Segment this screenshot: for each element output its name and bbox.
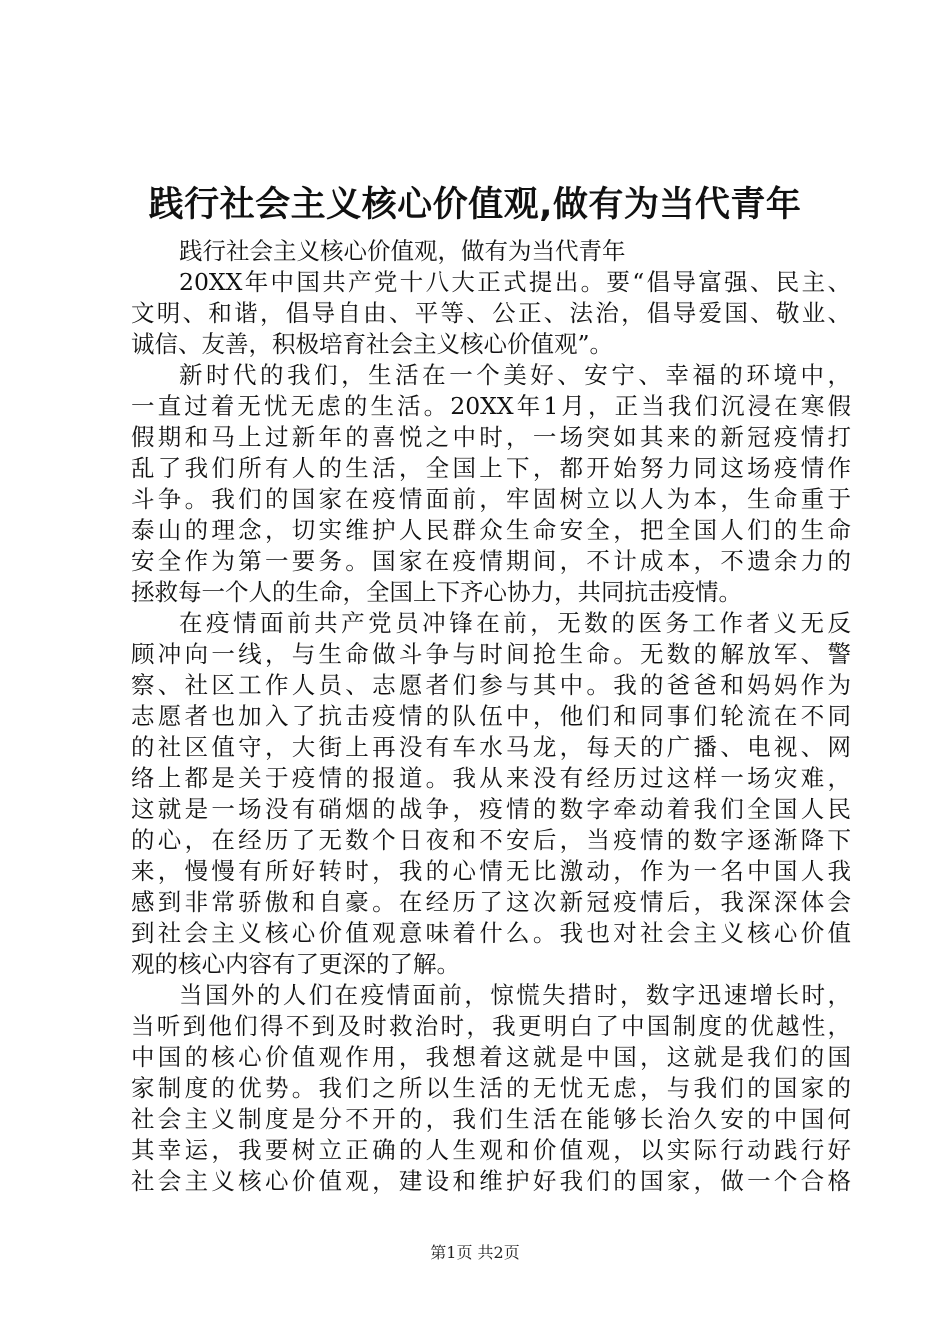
page-number-footer: 第1页 共2页 <box>430 1243 520 1262</box>
text-line: 志愿者也加入了抗击疫情的队伍中，他们和同事们轮流在不同 <box>131 702 851 730</box>
text-line: 其幸运，我要树立正确的人生观和价值观，以实际行动践行好 <box>131 1136 851 1164</box>
paragraph <box>131 236 851 267</box>
text-line: 文明、和谐，倡导自由、平等、公正、法治，倡导爱国、敬业、 <box>131 299 851 327</box>
text-line: 这就是一场没有硝烟的战争，疫情的数字牵动着我们全国人民 <box>131 795 851 823</box>
text-line: 观的核心内容有了更深的了解。 <box>131 950 460 978</box>
text-line: 践行社会主义核心价值观，做有为当代青年 <box>179 237 626 265</box>
paragraph <box>131 608 851 980</box>
text-line: 斗争。我们的国家在疫情面前，牢固树立以人为本，生命重于 <box>131 485 851 513</box>
text-line: 泰山的理念，切实维护人民群众生命安全，把全国人们的生命 <box>131 516 851 544</box>
text-line: 当听到他们得不到及时救治时，我更明白了中国制度的优越性， <box>131 1012 851 1040</box>
text-line: 假期和马上过新年的喜悦之中时，一场突如其来的新冠疫情打 <box>131 423 851 451</box>
text-line: 社会主义核心价值观，建设和维护好我们的国家，做一个合格 <box>131 1167 851 1195</box>
text-line: 20XX年中国共产党十八大正式提出。要“倡导富强、民主、 <box>179 268 851 296</box>
document-title: 践行社会主义核心价值观,做有为当代青年 <box>148 185 802 225</box>
text-line: 络上都是关于疫情的报道。我从来没有经历过这样一场灾难， <box>131 764 851 792</box>
text-line: 乱了我们所有人的生活，全国上下，都开始努力同这场疫情作 <box>131 454 851 482</box>
document-body <box>131 236 851 1197</box>
text-line: 的社区值守，大街上再没有车水马龙，每天的广播、电视、网 <box>131 733 851 761</box>
text-line: 来，慢慢有所好转时，我的心情无比激动，作为一名中国人我 <box>131 857 851 885</box>
text-line: 新时代的我们，生活在一个美好、安宁、幸福的环境中， <box>179 361 851 389</box>
text-line: 拯救每一个人的生命，全国上下齐心协力，共同抗击疫情。 <box>131 578 742 606</box>
text-line: 当国外的人们在疫情面前，惊慌失措时，数字迅速增长时， <box>179 981 851 1009</box>
text-line: 中国的核心价值观作用，我想着这就是中国，这就是我们的国 <box>131 1043 851 1071</box>
text-line: 诚信、友善，积极培育社会主义核心价值观”。 <box>131 330 614 358</box>
text-line: 在疫情面前共产党员冲锋在前，无数的医务工作者义无反 <box>179 609 851 637</box>
paragraph <box>131 267 851 360</box>
text-line: 家制度的优势。我们之所以生活的无忧无虑，与我们的国家的 <box>131 1074 851 1102</box>
text-line: 社会主义制度是分不开的，我们生活在能够长治久安的中国何 <box>131 1105 851 1133</box>
text-line: 察、社区工作人员、志愿者们参与其中。我的爸爸和妈妈作为 <box>131 671 851 699</box>
text-line: 到社会主义核心价值观意味着什么。我也对社会主义核心价值 <box>131 919 851 947</box>
text-line: 顾冲向一线，与生命做斗争与时间抢生命。无数的解放军、警 <box>131 640 851 668</box>
text-line: 安全作为第一要务。国家在疫情期间，不计成本，不遗余力的 <box>131 547 851 575</box>
text-line: 感到非常骄傲和自豪。在经历了这次新冠疫情后，我深深体会 <box>131 888 851 916</box>
text-line: 的心，在经历了无数个日夜和不安后，当疫情的数字逐渐降下 <box>131 826 851 854</box>
paragraph <box>131 360 851 608</box>
paragraph <box>131 980 851 1197</box>
text-line: 一直过着无忧无虑的生活。20XX年1月，正当我们沉浸在寒假 <box>131 392 851 420</box>
